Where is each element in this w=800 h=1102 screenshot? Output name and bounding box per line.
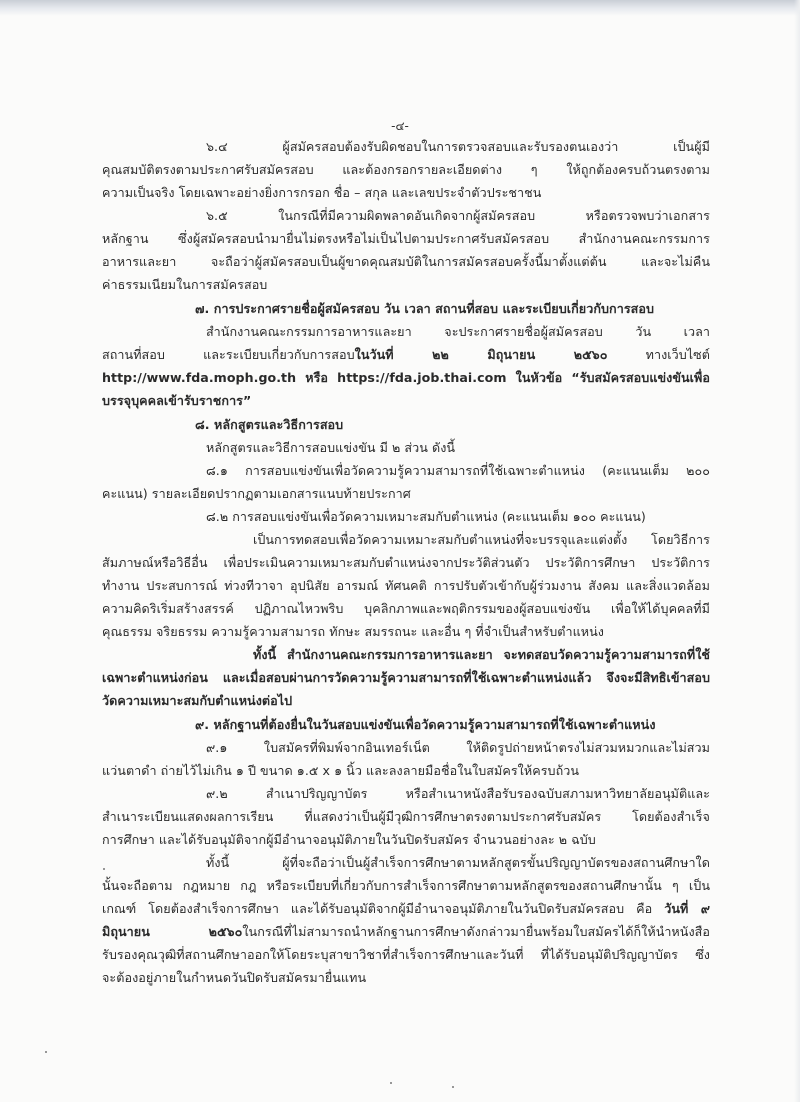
closing-date-month: มิถุนายน ๒๕๖๐ (102, 924, 243, 939)
section-9-note-line-3 (102, 899, 710, 919)
scan-edge-top (0, 0, 800, 16)
section-6-5-line-3: อาหารและยา จะถือว่าผู้สมัครสอบเป็นผู้ขาดคุณสมบัติในการสมัครสอบครั้งนี้มาตั้งแต่ต้น และจะไม่คืน (102, 254, 710, 269)
section-9-note-line-2: นั้นจะถือตาม กฎหมาย กฎ หรือระเบียบที่เกี่ยวกับการสำเร็จการศึกษาตามหลักสูตรของสถานศึกษานั้น ๆ เป็น (102, 878, 710, 893)
section-9-note-line-1: ทั้งนี้ ผู้ที่จะถือว่าเป็นผู้สำเร็จการศึกษาตามหลักสูตรขั้นปริญญาบัตรของสถานศึกษาใด (206, 855, 710, 870)
section-6-5-line-2: หลักฐาน ซึ่งผู้สมัครสอบนำมายื่นไม่ตรงหรือไม่เป็นไปตามประกาศรับสมัครสอบ สำนักงานคณะกรรมการ (102, 231, 710, 246)
section-6-5-line-1: ๖.๕ ในกรณีที่มีความผิดพลาดอันเกิดจากผู้สมัครสอบ หรือตรวจพบว่าเอกสาร (206, 208, 710, 223)
section-7-line-2-tail: ทางเว็บไซต์ (607, 347, 710, 362)
section-8-2-line-2: เป็นการทดสอบเพื่อวัดความเหมาะสมกับตำแหน่งที่จะบรรจุและแต่งตั้ง โดยวิธีการ (253, 532, 710, 547)
section-7-line-2 (102, 345, 710, 365)
section-8-2-line-4: ทำงาน ประสบการณ์ ท่วงทีวาจา อุปนิสัย อารมณ์ ทัศนคติ การปรับตัวเข้ากับผู้ร่วมงาน สังคม และสิ่งแวดล้อม (102, 578, 710, 593)
section-9-note-line-6: จะต้องอยู่ภายในกำหนดวันปิดรับสมัครมายื่นแทน (102, 970, 367, 985)
section-8-heading: ๘. หลักสูตรและวิธีการสอบ (195, 417, 344, 432)
section-7-line-1: สำนักงานคณะกรรมการอาหารและยา จะประกาศรายชื่อผู้สมัครสอบ วัน เวลา (206, 324, 710, 339)
scan-edge-right (794, 0, 800, 1102)
section-8-2-line-6: คุณธรรม จริยธรรม ความรู้ความสามารถ ทักษะ สมรรถนะ และอื่น ๆ ที่จำเป็นสำหรับตำแหน่ง (102, 624, 604, 639)
section-7-line-2-text: สถานที่สอบ และระเบียบเกี่ยวกับการสอบ (102, 347, 355, 362)
section-9-note-line-3-text: เกณฑ์ โดยต้องสำเร็จการศึกษา และได้รับอนุมัติจากผู้มีอำนาจอนุมัติภายในวันปิดรับสมัครสอบ คือ (102, 901, 665, 916)
section-8-2-line-3: สัมภาษณ์หรือวิธีอื่น เพื่อประเมินความเหมาะสมกับตำแหน่งจากประวัติส่วนตัว ประวัติการศึกษา ประวัติการ (102, 555, 710, 570)
section-8-2-line-1: ๘.๒ การสอบแข่งขันเพื่อวัดความเหมาะสมกับตำแหน่ง (คะแนนเต็ม ๑๐๐ คะแนน) (206, 509, 646, 524)
page-number: -๔- (391, 119, 409, 133)
section-6-5-line-4: ค่าธรรมเนียมในการสมัครสอบ (102, 277, 268, 292)
section-7-heading: ๗. การประกาศรายชื่อผู้สมัครสอบ วัน เวลา สถานที่สอบ และระเบียบเกี่ยวกับการสอบ (195, 301, 655, 316)
section-9-heading: ๙. หลักฐานที่ต้องยื่นในวันสอบแข่งขันเพื่อวัดความรู้ความสามารถที่ใช้เฉพาะตำแหน่ง (195, 717, 656, 732)
section-6-4-line-1: ๖.๔ ผู้สมัครสอบต้องรับผิดชอบในการตรวจสอบและรับรองตนเองว่า เป็นผู้มี (206, 139, 710, 154)
closing-date: วันที่ ๙ (664, 901, 711, 916)
section-8-1-line-2: คะแนน) รายละเอียดปรากฏตามเอกสารแนบท้ายประกาศ (102, 486, 411, 501)
website-links: http://www.fda.moph.go.th หรือ https://fda.job.thai.com (102, 370, 516, 385)
section-9-note-line-4-text: ในกรณีที่ไม่สามารถนำหลักฐานการศึกษาดังกล่าวมายื่นพร้อมใบสมัครได้ก็ให้นำหนังสือ (242, 924, 710, 939)
section-9-2-line-3: การศึกษา และได้รับอนุมัติจากผู้มีอำนาจอนุมัติภายในวันปิดรับสมัคร จำนวนอย่างละ ๒ ฉบับ (102, 832, 596, 847)
section-9-2-line-2: สำเนาระเบียนแสดงผลการเรียน ที่แสดงว่าเป็นผู้มีวุฒิการศึกษาตรงตามประกาศรับสมัคร โดยต้องสำเร็จ (102, 809, 710, 824)
scan-speck (45, 1051, 47, 1053)
section-9-1-line-2: แว่นตาดำ ถ่ายไว้ไม่เกิน ๑ ปี ขนาด ๑.๕ x ๑ นิ้ว และลงลายมือชื่อในใบสมัครให้ครบถ้วน (102, 763, 580, 778)
section-7-line-4: บรรจุบุคคลเข้ารับราชการ” (102, 393, 252, 408)
scan-speck (103, 868, 105, 870)
section-9-2-line-1: ๙.๒ สำเนาปริญญาบัตร หรือสำเนาหนังสือรับรองฉบับสภามหาวิทยาลัยอนุมัติและ (206, 786, 710, 801)
announcement-date: ในวันที่ ๒๒ มิถุนายน ๒๕๖๐ (354, 347, 608, 362)
section-7-line-3 (102, 368, 710, 388)
section-9-note-line-4 (102, 922, 710, 942)
section-8-note-line-2: เฉพาะตำแหน่งก่อน และเมื่อสอบผ่านการวัดความรู้ความสามารถที่ใช้เฉพาะตำแหน่งแล้ว จึงจะมีสิทธิเข้าสอบ (102, 670, 710, 685)
section-6-4-line-2: คุณสมบัติตรงตามประกาศรับสมัครสอบ และต้องกรอกรายละเอียดต่าง ๆ ให้ถูกต้องครบถ้วนตรงตาม (102, 162, 710, 177)
topic-title: ในหัวข้อ “รับสมัครสอบแข่งขันเพื่อ (515, 370, 710, 385)
scan-speck (390, 1082, 392, 1084)
section-8-note-line-1: ทั้งนี้ สำนักงานคณะกรรมการอาหารและยา จะทดสอบวัดความรู้ความสามารถที่ใช้ (253, 647, 710, 662)
section-6-4-line-3: ความเป็นจริง โดยเฉพาะอย่างยิ่งการกรอก ชื่อ – สกุล และเลขประจำตัวประชาชน (102, 185, 542, 200)
section-9-note-line-5: รับรองคุณวุฒิที่สถานศึกษาออกให้โดยระบุสาขาวิชาที่สำเร็จการศึกษาและวันที่ ที่ได้รับอนุมัติปริญญาบัตร ซึ่ง (102, 947, 710, 962)
section-9-1-line-1: ๙.๑ ใบสมัครที่พิมพ์จากอินเทอร์เน็ต ให้ติดรูปถ่ายหน้าตรงไม่สวมหมวกและไม่สวม (206, 740, 710, 755)
section-8-intro: หลักสูตรและวิธีการสอบแข่งขัน มี ๒ ส่วน ดังนี้ (206, 440, 456, 455)
section-8-note-line-3: วัดความเหมาะสมกับตำแหน่งต่อไป (102, 693, 293, 708)
scan-speck (452, 1086, 454, 1088)
section-8-1-line-1: ๘.๑ การสอบแข่งขันเพื่อวัดความรู้ความสามารถที่ใช้เฉพาะตำแหน่ง (คะแนนเต็ม ๒๐๐ (206, 463, 710, 478)
section-8-2-line-5: ความคิดริเริ่มสร้างสรรค์ ปฏิภาณไหวพริบ บุคลิกภาพและพฤติกรรมของผู้สอบแข่งขัน เพื่อให้ได้บุคคลที่มี (102, 601, 710, 616)
